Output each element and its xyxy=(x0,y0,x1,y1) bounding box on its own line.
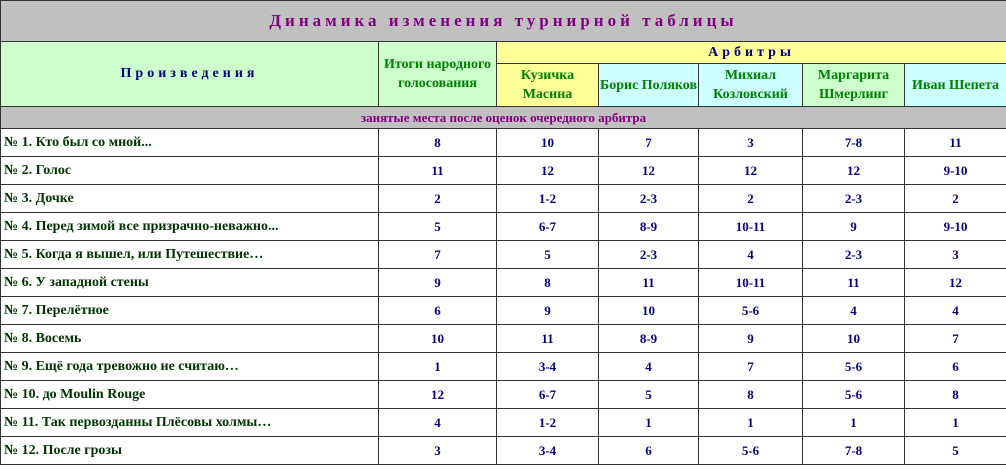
judge-place: 6 xyxy=(599,437,699,465)
arbiters-header: Арбитры xyxy=(497,42,1006,64)
judge-place: 5-6 xyxy=(699,437,803,465)
judge-place: 5-6 xyxy=(803,381,905,409)
judge-place: 10 xyxy=(803,325,905,353)
work-title: № 9. Ещё года тревожно не считаю… xyxy=(1,353,379,381)
vote-place: 6 xyxy=(379,297,497,325)
work-title: № 3. Дочке xyxy=(1,185,379,213)
vote-place: 1 xyxy=(379,353,497,381)
judge-place: 8-9 xyxy=(599,213,699,241)
judge-place: 4 xyxy=(599,353,699,381)
work-title: № 4. Перед зимой все призрачно-неважно... xyxy=(1,213,379,241)
judge-place: 10-11 xyxy=(699,213,803,241)
judge-place: 12 xyxy=(905,269,1006,297)
vote-header: Итоги народного голосования xyxy=(379,42,497,107)
judge-place: 7-8 xyxy=(803,129,905,157)
vote-place: 8 xyxy=(379,129,497,157)
judge-place: 4 xyxy=(699,241,803,269)
judge-place: 1-2 xyxy=(497,409,599,437)
table-row xyxy=(1,241,1006,269)
work-title: № 1. Кто был со мной... xyxy=(1,129,379,157)
judge-place: 8-9 xyxy=(599,325,699,353)
judge-place: 9 xyxy=(497,297,599,325)
vote-place: 12 xyxy=(379,381,497,409)
work-title: № 11. Так первозданны Плёсовы холмы… xyxy=(1,409,379,437)
judge-place: 2-3 xyxy=(599,185,699,213)
judge-place: 10 xyxy=(497,129,599,157)
table-row xyxy=(1,297,1006,325)
judge-place: 7 xyxy=(699,353,803,381)
judge-place: 3 xyxy=(905,241,1006,269)
judge-place: 11 xyxy=(497,325,599,353)
judge-place: 9 xyxy=(699,325,803,353)
vote-place: 9 xyxy=(379,269,497,297)
judge-place: 9 xyxy=(803,213,905,241)
vote-place: 10 xyxy=(379,325,497,353)
table-row xyxy=(1,409,1006,437)
work-title: № 5. Когда я вышел, или Путешествие… xyxy=(1,241,379,269)
work-title: № 8. Восемь xyxy=(1,325,379,353)
table-row xyxy=(1,185,1006,213)
judge-place: 7-8 xyxy=(803,437,905,465)
judge-place: 10 xyxy=(599,297,699,325)
vote-place: 2 xyxy=(379,185,497,213)
vote-place: 4 xyxy=(379,409,497,437)
judge-place: 1 xyxy=(803,409,905,437)
judge-place: 11 xyxy=(905,129,1006,157)
judge-place: 4 xyxy=(803,297,905,325)
judge-place: 1 xyxy=(905,409,1006,437)
table-row xyxy=(1,381,1006,409)
judge-place: 5-6 xyxy=(803,353,905,381)
judge-place: 9-10 xyxy=(905,213,1006,241)
judge-header: Михиал Козловский xyxy=(699,64,803,107)
judge-place: 2-3 xyxy=(803,241,905,269)
judge-place: 1 xyxy=(599,409,699,437)
table-title: Динамика изменения турнирной таблицы xyxy=(1,1,1006,42)
judge-header: Иван Шепета xyxy=(905,64,1006,107)
judge-place: 2-3 xyxy=(803,185,905,213)
judge-place: 6 xyxy=(905,353,1006,381)
work-title: № 6. У западной стены xyxy=(1,269,379,297)
judge-place: 3-4 xyxy=(497,437,599,465)
judge-place: 2 xyxy=(905,185,1006,213)
judge-header: Борис Поляков xyxy=(599,64,699,107)
judge-place: 6-7 xyxy=(497,213,599,241)
work-title: № 10. до Moulin Rouge xyxy=(1,381,379,409)
judge-place: 12 xyxy=(803,157,905,185)
table-row xyxy=(1,157,1006,185)
judge-place: 1-2 xyxy=(497,185,599,213)
judge-header: Маргарита Шмерлинг xyxy=(803,64,905,107)
judge-place: 5 xyxy=(497,241,599,269)
judge-place: 7 xyxy=(599,129,699,157)
judge-place: 8 xyxy=(497,269,599,297)
judge-place: 9-10 xyxy=(905,157,1006,185)
judge-place: 5 xyxy=(599,381,699,409)
vote-place: 5 xyxy=(379,213,497,241)
works-header: Произведения xyxy=(1,42,379,107)
table-row xyxy=(1,269,1006,297)
judge-place: 6-7 xyxy=(497,381,599,409)
table-row xyxy=(1,129,1006,157)
work-title: № 2. Голос xyxy=(1,157,379,185)
judge-place: 11 xyxy=(599,269,699,297)
table-row xyxy=(1,325,1006,353)
vote-place: 7 xyxy=(379,241,497,269)
judge-place: 12 xyxy=(699,157,803,185)
judge-place: 7 xyxy=(905,325,1006,353)
table-row xyxy=(1,437,1006,465)
judge-place: 3 xyxy=(699,129,803,157)
table-row xyxy=(1,213,1006,241)
judge-place: 8 xyxy=(699,381,803,409)
judge-place: 3-4 xyxy=(497,353,599,381)
table-row xyxy=(1,353,1006,381)
work-title: № 12. После грозы xyxy=(1,437,379,465)
judge-header: Кузичка Масина xyxy=(497,64,599,107)
judge-place: 11 xyxy=(803,269,905,297)
judge-place: 8 xyxy=(905,381,1006,409)
judge-place: 5-6 xyxy=(699,297,803,325)
judge-place: 12 xyxy=(497,157,599,185)
judge-place: 2 xyxy=(699,185,803,213)
judge-place: 4 xyxy=(905,297,1006,325)
work-title: № 7. Перелётное xyxy=(1,297,379,325)
judge-place: 10-11 xyxy=(699,269,803,297)
judge-place: 1 xyxy=(699,409,803,437)
judge-place: 12 xyxy=(599,157,699,185)
judge-place: 2-3 xyxy=(599,241,699,269)
vote-place: 11 xyxy=(379,157,497,185)
vote-place: 3 xyxy=(379,437,497,465)
places-subheader: занятые места после оценок очередного арбитра xyxy=(1,107,1006,129)
judge-place: 5 xyxy=(905,437,1006,465)
